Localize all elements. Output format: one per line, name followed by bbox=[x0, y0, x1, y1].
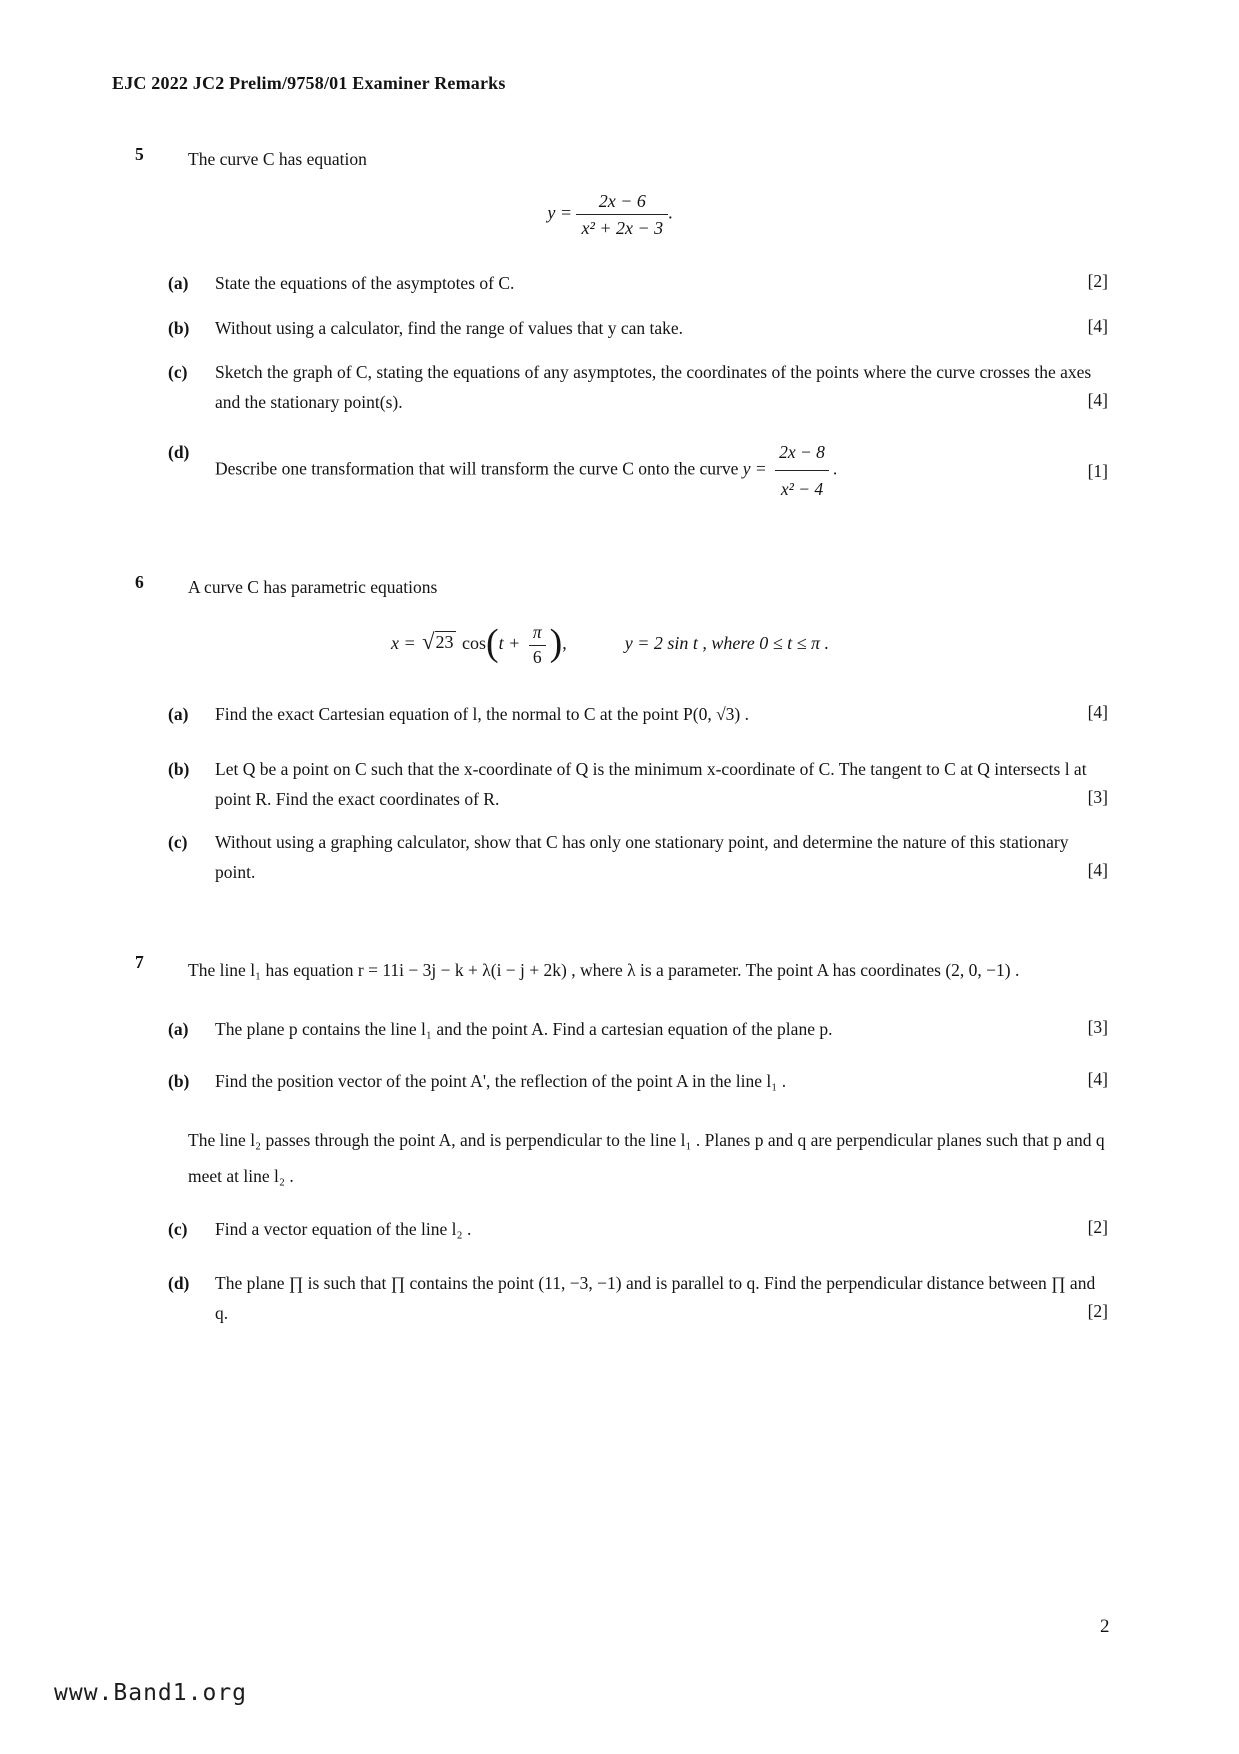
question-5-intro: The curve C has equation bbox=[188, 149, 367, 169]
document-content bbox=[112, 0, 1108, 1328]
part-label: (d) bbox=[168, 1273, 190, 1293]
part-label: (a) bbox=[168, 1019, 189, 1039]
fraction-denominator: 6 bbox=[529, 645, 546, 667]
part-label: (c) bbox=[168, 1219, 188, 1239]
radicand: 23 bbox=[435, 632, 454, 653]
part-marks: [4] bbox=[1087, 860, 1108, 880]
comma: , bbox=[562, 633, 567, 654]
question-7 bbox=[112, 952, 1108, 1328]
part-d-text: Describe one transformation that will transform the curve C onto the curve bbox=[215, 458, 739, 479]
part-label: (b) bbox=[168, 1071, 190, 1091]
question-6-number: 6 bbox=[135, 572, 144, 592]
watermark: www.Band1.org bbox=[54, 1680, 248, 1706]
q5-equation-numerator: 2x − 6 bbox=[598, 191, 646, 211]
left-paren: ( bbox=[486, 622, 499, 664]
part-text: Find the exact Cartesian equation of l, the normal to C at the point P(0, √3) . bbox=[215, 704, 750, 724]
q5-equation-fraction bbox=[576, 190, 668, 239]
part-text: Find the position vector of the point A', the reflection of the point A in the line l₁ . bbox=[215, 1071, 787, 1091]
q5-equation-denominator: x² + 2x − 3 bbox=[576, 214, 668, 239]
question-5-equation bbox=[112, 190, 1108, 239]
question-6-part-c bbox=[168, 827, 1108, 887]
question-7-part-a bbox=[168, 1014, 1108, 1044]
part-text: The plane p contains the line l₁ and the point A. Find a cartesian equation of the plane p. bbox=[215, 1019, 833, 1039]
question-6-part-b bbox=[168, 754, 1108, 814]
question-7-part-b bbox=[168, 1066, 1108, 1096]
question-6-part-a bbox=[168, 699, 1108, 729]
part-text: Sketch the graph of C, stating the equations of any asymptotes, the coordinates of the points where the curve crosses the axes and the stationary point(s). bbox=[215, 362, 1092, 412]
question-6 bbox=[112, 572, 1108, 887]
part-text: State the equations of the asymptotes of C. bbox=[215, 273, 515, 293]
q5-equation-lhs: y = bbox=[547, 202, 572, 223]
q5-equation-period: . bbox=[668, 202, 673, 223]
right-paren: ) bbox=[549, 622, 563, 664]
cos-label: cos bbox=[462, 633, 486, 654]
question-5 bbox=[112, 144, 1108, 504]
question-7-number: 7 bbox=[135, 952, 144, 972]
question-7-paragraph: The line l₂ passes through the point A, and is perpendicular to the line l₁ . Planes p and q are perpendicular planes such that p and q meet at line l₂ . bbox=[188, 1130, 1105, 1186]
part-text: The plane ∏ is such that ∏ contains the point (11, −3, −1) and is parallel to q. Find the perpendicular distance between ∏ and q. bbox=[215, 1273, 1096, 1323]
q6-equation-y-part: y = 2 sin t , where 0 ≤ t ≤ π . bbox=[624, 633, 829, 654]
part-label: (c) bbox=[168, 832, 188, 852]
part-text: Without using a graphing calculator, show that C has only one stationary point, and determine the nature of this stationary point. bbox=[215, 832, 1069, 882]
part-text: Let Q be a point on C such that the x-coordinate of Q is the minimum x-coordinate of C. The tangent to C at Q intersects l at point R. Find the exact coordinates of R. bbox=[215, 759, 1087, 809]
part-label: (b) bbox=[168, 759, 190, 779]
square-root bbox=[422, 631, 455, 654]
question-6-intro: A curve C has parametric equations bbox=[188, 577, 438, 597]
fraction-numerator: π bbox=[532, 622, 542, 642]
radical-sign: √ bbox=[422, 629, 435, 655]
q5d-equation-denominator: x² − 4 bbox=[775, 470, 829, 504]
part-text bbox=[215, 437, 1080, 504]
question-7-part-d bbox=[168, 1268, 1108, 1328]
question-5-part-d bbox=[168, 437, 1108, 504]
question-7-intro: The line l₁ has equation r = 11i − 3j − k + λ(i − j + 2k) , where λ is a parameter. The point A has coordinates (2, 0, −1) . bbox=[188, 960, 1020, 980]
part-label: (b) bbox=[168, 318, 190, 338]
question-6-equation bbox=[112, 624, 1108, 666]
document-title: EJC 2022 JC2 Prelim/9758/01 Examiner Remarks bbox=[112, 73, 506, 93]
pi-over-six-fraction bbox=[529, 624, 546, 666]
part-marks: [1] bbox=[1087, 460, 1108, 481]
part-label: (d) bbox=[168, 442, 190, 462]
page-number: 2 bbox=[1100, 1616, 1110, 1637]
part-text: Without using a calculator, find the range of values that y can take. bbox=[215, 318, 684, 338]
q6-equation-x-lhs: x = bbox=[391, 633, 416, 654]
q5d-equation-fraction bbox=[775, 437, 829, 504]
part-marks: [4] bbox=[1087, 702, 1108, 722]
part-label: (a) bbox=[168, 273, 189, 293]
question-6-heading bbox=[112, 572, 1108, 602]
question-5-number: 5 bbox=[135, 144, 144, 164]
q5d-equation-lhs: y = bbox=[742, 458, 767, 479]
part-marks: [3] bbox=[1087, 1017, 1108, 1037]
part-marks: [2] bbox=[1087, 1217, 1108, 1237]
q5d-equation-numerator: 2x − 8 bbox=[779, 442, 825, 462]
question-7-heading bbox=[135, 952, 1108, 988]
part-marks: [3] bbox=[1087, 787, 1108, 807]
part-marks: [2] bbox=[1087, 1301, 1108, 1321]
part-text: Find a vector equation of the line l₂ . bbox=[215, 1219, 472, 1239]
question-5-heading bbox=[112, 144, 1108, 174]
paren-inner-pre: t + bbox=[498, 633, 521, 654]
question-7-part-c bbox=[168, 1214, 1108, 1244]
part-marks: [4] bbox=[1087, 1069, 1108, 1089]
part-marks: [2] bbox=[1087, 271, 1108, 291]
question-5-part-c bbox=[168, 357, 1108, 417]
question-5-part-b bbox=[168, 313, 1108, 343]
part-marks: [4] bbox=[1087, 390, 1108, 410]
question-5-part-a bbox=[168, 268, 1108, 298]
q5d-equation-period: . bbox=[832, 458, 838, 479]
part-label: (a) bbox=[168, 704, 189, 724]
part-marks: [4] bbox=[1087, 316, 1108, 336]
part-label: (c) bbox=[168, 362, 188, 382]
